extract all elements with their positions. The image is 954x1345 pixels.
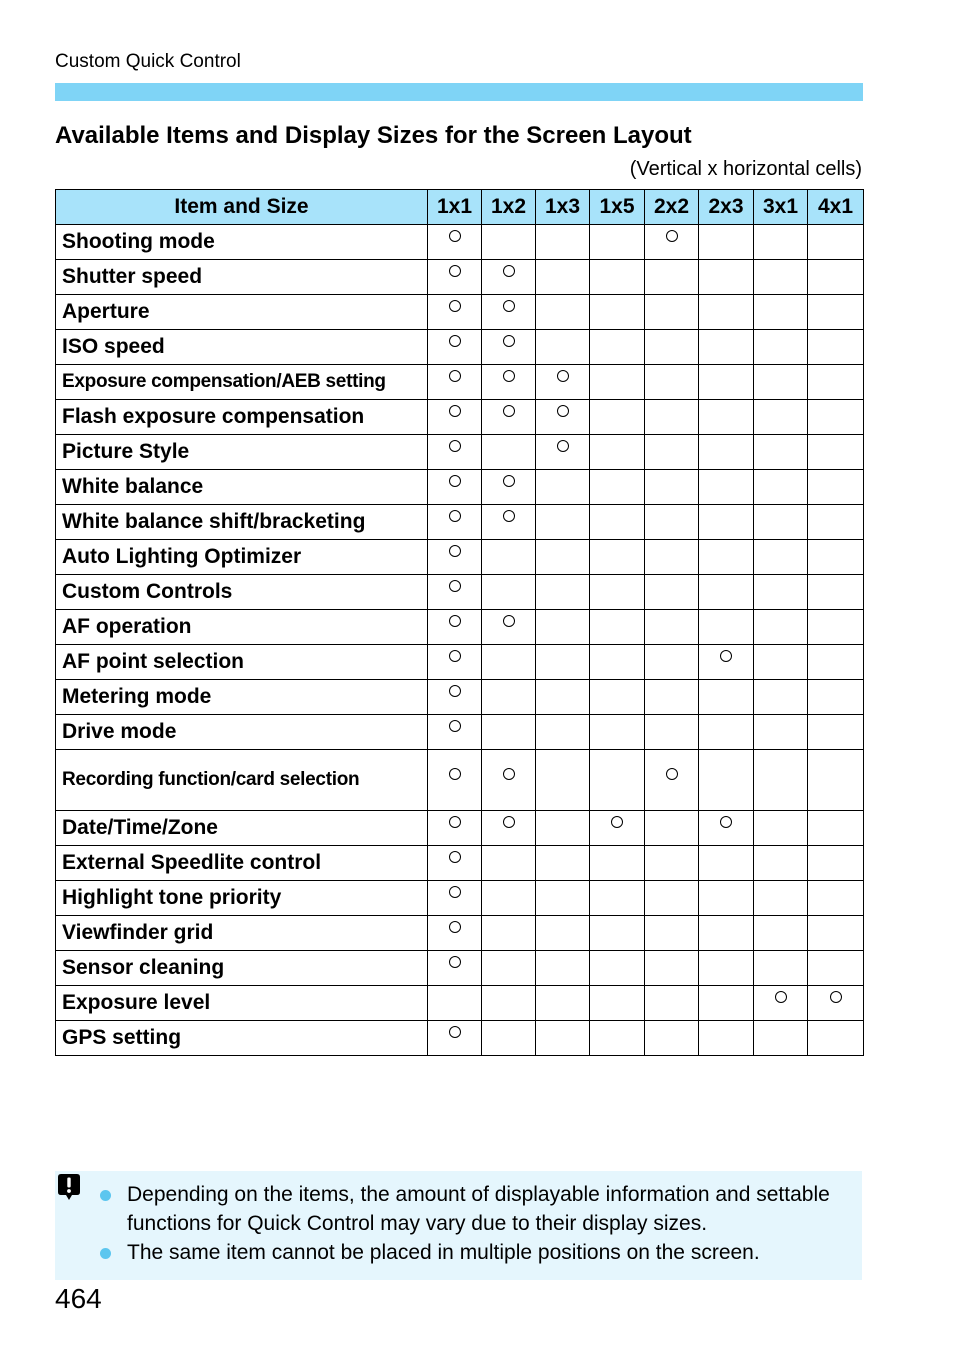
- size-cell-3x1: [754, 610, 808, 645]
- available-circle-icon: [720, 650, 732, 662]
- size-cell-1x1: [428, 330, 482, 365]
- size-cell-1x1: [428, 365, 482, 400]
- size-cell-2x2: [645, 540, 699, 575]
- size-cell-2x2: [645, 881, 699, 916]
- size-cell-1x2: [482, 435, 536, 470]
- size-cell-1x5: [590, 295, 645, 330]
- table-note: (Vertical x horizontal cells): [629, 158, 862, 180]
- size-cell-1x3: [536, 811, 590, 846]
- size-cell-3x1: [754, 505, 808, 540]
- size-cell-3x1: [754, 715, 808, 750]
- size-cell-4x1: [808, 715, 864, 750]
- size-cell-2x2: [645, 846, 699, 881]
- size-cell-1x5: [590, 1021, 645, 1056]
- size-cell-4x1: [808, 470, 864, 505]
- caution-text: The same item cannot be placed in multiple positions on the screen.: [127, 1241, 760, 1264]
- size-cell-2x2: [645, 225, 699, 260]
- size-cell-2x3: [699, 916, 754, 951]
- size-cell-1x5: [590, 470, 645, 505]
- size-cell-1x2: [482, 610, 536, 645]
- item-label: Picture Style: [56, 435, 428, 470]
- size-cell-4x1: [808, 365, 864, 400]
- size-cell-4x1: [808, 881, 864, 916]
- size-cell-2x3: [699, 951, 754, 986]
- size-cell-1x2: [482, 330, 536, 365]
- size-cell-2x2: [645, 750, 699, 811]
- available-circle-icon: [503, 510, 515, 522]
- item-label: Shooting mode: [56, 225, 428, 260]
- size-cell-1x3: [536, 400, 590, 435]
- item-label: Drive mode: [56, 715, 428, 750]
- available-circle-icon: [503, 405, 515, 417]
- size-cell-1x5: [590, 680, 645, 715]
- size-cell-1x1: [428, 645, 482, 680]
- header-size-4x1: 4x1: [808, 190, 864, 225]
- size-cell-1x1: [428, 435, 482, 470]
- size-cell-2x3: [699, 750, 754, 811]
- table-row: [56, 846, 864, 881]
- size-cell-3x1: [754, 400, 808, 435]
- size-cell-3x1: [754, 295, 808, 330]
- bullet-dot-icon: [100, 1248, 111, 1259]
- size-cell-2x2: [645, 470, 699, 505]
- section-title: Available Items and Display Sizes for the Screen Layout: [55, 122, 692, 149]
- available-circle-icon: [503, 816, 515, 828]
- available-circle-icon: [449, 615, 461, 627]
- size-cell-1x2: [482, 365, 536, 400]
- size-cell-2x3: [699, 610, 754, 645]
- available-circle-icon: [449, 440, 461, 452]
- size-cell-1x3: [536, 330, 590, 365]
- size-cell-1x3: [536, 295, 590, 330]
- size-cell-2x3: [699, 881, 754, 916]
- size-cell-3x1: [754, 435, 808, 470]
- size-cell-4x1: [808, 295, 864, 330]
- table-row: [56, 951, 864, 986]
- table-row: [56, 916, 864, 951]
- item-label: External Speedlite control: [56, 846, 428, 881]
- header-size-2x3: 2x3: [699, 190, 754, 225]
- available-circle-icon: [449, 580, 461, 592]
- size-cell-4x1: [808, 916, 864, 951]
- available-circle-icon: [449, 370, 461, 382]
- size-cell-1x1: [428, 540, 482, 575]
- header-size-1x5: 1x5: [590, 190, 645, 225]
- size-cell-4x1: [808, 951, 864, 986]
- size-cell-1x2: [482, 811, 536, 846]
- available-circle-icon: [449, 265, 461, 277]
- header-item-and-size: Item and Size: [56, 190, 428, 225]
- size-cell-1x3: [536, 575, 590, 610]
- size-cell-1x1: [428, 715, 482, 750]
- size-cell-2x3: [699, 435, 754, 470]
- size-cell-1x2: [482, 715, 536, 750]
- caution-list: [100, 1180, 840, 1267]
- size-cell-1x3: [536, 715, 590, 750]
- item-label: Shutter speed: [56, 260, 428, 295]
- size-cell-1x3: [536, 610, 590, 645]
- size-cell-1x5: [590, 575, 645, 610]
- item-label: Exposure compensation/AEB setting: [56, 365, 428, 400]
- item-label: Recording function/card selection: [56, 750, 428, 811]
- size-cell-2x3: [699, 1021, 754, 1056]
- size-cell-1x5: [590, 846, 645, 881]
- table-row: [56, 330, 864, 365]
- table-row: [56, 1021, 864, 1056]
- size-cell-2x3: [699, 540, 754, 575]
- available-circle-icon: [449, 921, 461, 933]
- available-circle-icon: [449, 510, 461, 522]
- item-label: Aperture: [56, 295, 428, 330]
- available-circle-icon: [666, 230, 678, 242]
- table-row: [56, 225, 864, 260]
- size-cell-3x1: [754, 260, 808, 295]
- size-cell-1x2: [482, 400, 536, 435]
- size-cell-1x5: [590, 916, 645, 951]
- size-cell-1x5: [590, 715, 645, 750]
- available-circle-icon: [449, 886, 461, 898]
- size-cell-2x3: [699, 811, 754, 846]
- item-label: Flash exposure compensation: [56, 400, 428, 435]
- caution-icon: [55, 1173, 83, 1201]
- caution-text: Depending on the items, the amount of displayable information and settable functions for Quick Control may vary due to their display sizes.: [127, 1183, 830, 1235]
- size-cell-1x2: [482, 645, 536, 680]
- table-row: [56, 540, 864, 575]
- size-cell-1x1: [428, 295, 482, 330]
- size-cell-2x3: [699, 505, 754, 540]
- size-cell-1x3: [536, 365, 590, 400]
- size-cell-1x2: [482, 225, 536, 260]
- size-cell-1x2: [482, 505, 536, 540]
- available-circle-icon: [449, 300, 461, 312]
- size-cell-1x2: [482, 750, 536, 811]
- size-cell-4x1: [808, 1021, 864, 1056]
- size-cell-1x3: [536, 470, 590, 505]
- size-cell-4x1: [808, 750, 864, 811]
- size-cell-4x1: [808, 435, 864, 470]
- size-cell-3x1: [754, 645, 808, 680]
- table-row: [56, 295, 864, 330]
- size-cell-1x1: [428, 400, 482, 435]
- size-cell-4x1: [808, 811, 864, 846]
- size-cell-1x2: [482, 540, 536, 575]
- size-cell-4x1: [808, 330, 864, 365]
- size-cell-1x3: [536, 645, 590, 680]
- size-cell-4x1: [808, 575, 864, 610]
- size-cell-1x5: [590, 260, 645, 295]
- size-cell-2x2: [645, 645, 699, 680]
- size-cell-1x5: [590, 330, 645, 365]
- item-label: Viewfinder grid: [56, 916, 428, 951]
- size-cell-1x1: [428, 916, 482, 951]
- available-circle-icon: [503, 265, 515, 277]
- table-body: [56, 225, 864, 1056]
- table-row: [56, 881, 864, 916]
- size-cell-1x1: [428, 225, 482, 260]
- available-circle-icon: [666, 768, 678, 780]
- size-cell-2x3: [699, 715, 754, 750]
- size-cell-1x3: [536, 951, 590, 986]
- size-cell-2x3: [699, 365, 754, 400]
- size-cell-1x3: [536, 225, 590, 260]
- size-cell-1x3: [536, 986, 590, 1021]
- size-cell-2x2: [645, 260, 699, 295]
- section-label: Custom Quick Control: [55, 51, 241, 72]
- item-label: AF point selection: [56, 645, 428, 680]
- size-cell-1x3: [536, 1021, 590, 1056]
- size-cell-1x1: [428, 505, 482, 540]
- available-circle-icon: [775, 991, 787, 1003]
- size-cell-1x1: [428, 881, 482, 916]
- available-circle-icon: [449, 1026, 461, 1038]
- size-cell-3x1: [754, 881, 808, 916]
- size-cell-4x1: [808, 225, 864, 260]
- item-label: Custom Controls: [56, 575, 428, 610]
- available-circle-icon: [557, 370, 569, 382]
- size-cell-1x5: [590, 750, 645, 811]
- size-cell-1x2: [482, 295, 536, 330]
- available-circle-icon: [449, 405, 461, 417]
- item-label: Date/Time/Zone: [56, 811, 428, 846]
- size-cell-1x5: [590, 505, 645, 540]
- table-row: [56, 260, 864, 295]
- header-size-1x2: 1x2: [482, 190, 536, 225]
- available-circle-icon: [449, 650, 461, 662]
- item-label: AF operation: [56, 610, 428, 645]
- size-cell-1x2: [482, 470, 536, 505]
- item-label: Highlight tone priority: [56, 881, 428, 916]
- table-row: [56, 470, 864, 505]
- header-size-3x1: 3x1: [754, 190, 808, 225]
- size-cell-2x2: [645, 365, 699, 400]
- size-cell-1x2: [482, 881, 536, 916]
- table-row: [56, 645, 864, 680]
- available-circle-icon: [503, 615, 515, 627]
- size-cell-3x1: [754, 750, 808, 811]
- size-cell-1x1: [428, 986, 482, 1021]
- size-cell-4x1: [808, 610, 864, 645]
- size-cell-1x2: [482, 916, 536, 951]
- size-cell-1x3: [536, 540, 590, 575]
- size-cell-1x1: [428, 1021, 482, 1056]
- size-cell-4x1: [808, 400, 864, 435]
- size-cell-1x2: [482, 986, 536, 1021]
- size-cell-1x1: [428, 610, 482, 645]
- available-circle-icon: [720, 816, 732, 828]
- header-size-1x3: 1x3: [536, 190, 590, 225]
- size-cell-4x1: [808, 846, 864, 881]
- size-cell-1x3: [536, 680, 590, 715]
- size-cell-4x1: [808, 645, 864, 680]
- size-cell-3x1: [754, 1021, 808, 1056]
- table-row: [56, 400, 864, 435]
- size-cell-1x1: [428, 811, 482, 846]
- caution-item: [100, 1180, 840, 1238]
- size-cell-1x2: [482, 260, 536, 295]
- table-row: [56, 505, 864, 540]
- size-cell-2x3: [699, 645, 754, 680]
- table-row: [56, 811, 864, 846]
- bullet-dot-icon: [100, 1190, 111, 1201]
- size-cell-4x1: [808, 986, 864, 1021]
- available-circle-icon: [611, 816, 623, 828]
- available-circle-icon: [503, 300, 515, 312]
- size-cell-2x2: [645, 715, 699, 750]
- available-circle-icon: [449, 230, 461, 242]
- size-cell-2x2: [645, 400, 699, 435]
- size-cell-2x2: [645, 295, 699, 330]
- size-cell-4x1: [808, 505, 864, 540]
- display-size-table: [55, 189, 864, 1056]
- item-label: Auto Lighting Optimizer: [56, 540, 428, 575]
- size-cell-3x1: [754, 811, 808, 846]
- size-cell-1x5: [590, 435, 645, 470]
- item-label: Metering mode: [56, 680, 428, 715]
- size-cell-2x3: [699, 400, 754, 435]
- size-cell-1x3: [536, 505, 590, 540]
- page-number: 464: [55, 1283, 102, 1314]
- available-circle-icon: [449, 720, 461, 732]
- item-label: GPS setting: [56, 1021, 428, 1056]
- size-cell-2x2: [645, 916, 699, 951]
- size-cell-1x1: [428, 951, 482, 986]
- item-label: White balance: [56, 470, 428, 505]
- size-cell-2x3: [699, 260, 754, 295]
- caution-item: [100, 1238, 840, 1267]
- table-row: [56, 365, 864, 400]
- size-cell-2x2: [645, 505, 699, 540]
- size-cell-1x5: [590, 881, 645, 916]
- size-cell-3x1: [754, 540, 808, 575]
- size-cell-1x1: [428, 680, 482, 715]
- available-circle-icon: [449, 956, 461, 968]
- size-cell-2x2: [645, 951, 699, 986]
- size-cell-1x3: [536, 846, 590, 881]
- size-cell-2x3: [699, 680, 754, 715]
- table-row: [56, 575, 864, 610]
- available-circle-icon: [449, 768, 461, 780]
- size-cell-3x1: [754, 330, 808, 365]
- size-cell-3x1: [754, 951, 808, 986]
- size-cell-3x1: [754, 575, 808, 610]
- size-cell-1x5: [590, 811, 645, 846]
- size-cell-1x2: [482, 1021, 536, 1056]
- size-cell-1x5: [590, 225, 645, 260]
- size-cell-2x2: [645, 610, 699, 645]
- size-cell-2x3: [699, 986, 754, 1021]
- item-label: Sensor cleaning: [56, 951, 428, 986]
- available-circle-icon: [557, 440, 569, 452]
- size-cell-1x2: [482, 846, 536, 881]
- size-cell-1x2: [482, 575, 536, 610]
- size-cell-1x3: [536, 916, 590, 951]
- table-row: [56, 750, 864, 811]
- item-label: Exposure level: [56, 986, 428, 1021]
- size-cell-1x5: [590, 610, 645, 645]
- size-cell-4x1: [808, 540, 864, 575]
- size-cell-1x1: [428, 750, 482, 811]
- size-cell-1x5: [590, 540, 645, 575]
- available-circle-icon: [449, 335, 461, 347]
- size-cell-3x1: [754, 680, 808, 715]
- size-cell-2x3: [699, 295, 754, 330]
- size-cell-2x3: [699, 330, 754, 365]
- size-cell-2x3: [699, 575, 754, 610]
- size-cell-2x2: [645, 330, 699, 365]
- size-cell-1x5: [590, 951, 645, 986]
- header-size-1x1: 1x1: [428, 190, 482, 225]
- size-cell-2x3: [699, 846, 754, 881]
- size-cell-3x1: [754, 365, 808, 400]
- size-cell-1x2: [482, 680, 536, 715]
- item-label: ISO speed: [56, 330, 428, 365]
- size-cell-1x1: [428, 846, 482, 881]
- size-cell-1x1: [428, 575, 482, 610]
- size-cell-1x5: [590, 986, 645, 1021]
- size-cell-4x1: [808, 260, 864, 295]
- size-cell-2x2: [645, 575, 699, 610]
- table-row: [56, 715, 864, 750]
- size-cell-4x1: [808, 680, 864, 715]
- size-cell-1x3: [536, 435, 590, 470]
- item-label: White balance shift/bracketing: [56, 505, 428, 540]
- size-cell-1x5: [590, 645, 645, 680]
- available-circle-icon: [449, 545, 461, 557]
- available-circle-icon: [449, 685, 461, 697]
- size-cell-3x1: [754, 846, 808, 881]
- size-cell-2x2: [645, 1021, 699, 1056]
- size-cell-2x2: [645, 680, 699, 715]
- size-cell-2x2: [645, 435, 699, 470]
- size-cell-1x2: [482, 951, 536, 986]
- table-header-row: [56, 190, 864, 225]
- size-cell-1x3: [536, 750, 590, 811]
- available-circle-icon: [503, 768, 515, 780]
- size-cell-1x5: [590, 365, 645, 400]
- size-cell-3x1: [754, 916, 808, 951]
- size-cell-1x1: [428, 470, 482, 505]
- size-cell-1x1: [428, 260, 482, 295]
- available-circle-icon: [503, 370, 515, 382]
- size-cell-3x1: [754, 225, 808, 260]
- size-cell-2x2: [645, 986, 699, 1021]
- available-circle-icon: [557, 405, 569, 417]
- table-row: [56, 610, 864, 645]
- table-row: [56, 435, 864, 470]
- header-size-2x2: 2x2: [645, 190, 699, 225]
- available-circle-icon: [503, 475, 515, 487]
- size-cell-1x3: [536, 881, 590, 916]
- size-cell-2x3: [699, 470, 754, 505]
- available-circle-icon: [449, 851, 461, 863]
- available-circle-icon: [503, 335, 515, 347]
- available-circle-icon: [449, 816, 461, 828]
- available-circle-icon: [449, 475, 461, 487]
- size-cell-1x5: [590, 400, 645, 435]
- table-row: [56, 680, 864, 715]
- size-cell-2x3: [699, 225, 754, 260]
- size-cell-3x1: [754, 470, 808, 505]
- header-accent-bar: [55, 83, 863, 101]
- table-row: [56, 986, 864, 1021]
- size-cell-2x2: [645, 811, 699, 846]
- size-cell-3x1: [754, 986, 808, 1021]
- available-circle-icon: [830, 991, 842, 1003]
- size-cell-1x3: [536, 260, 590, 295]
